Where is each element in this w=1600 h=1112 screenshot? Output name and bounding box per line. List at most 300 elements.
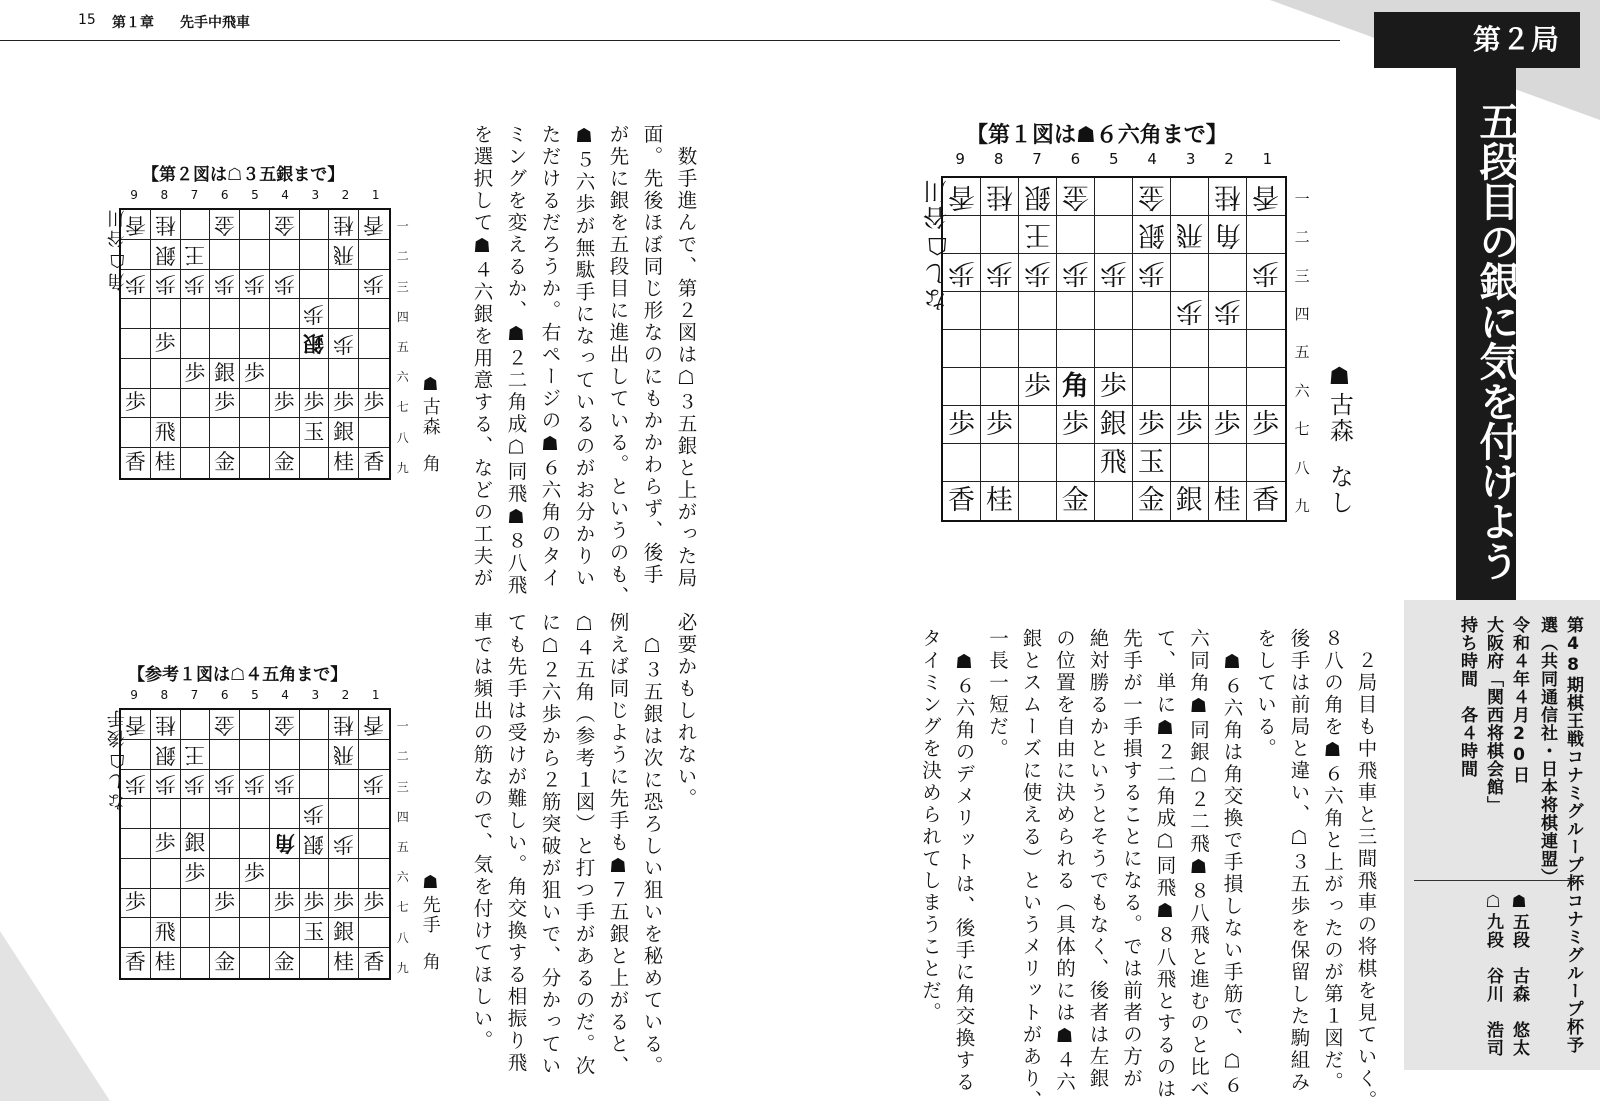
figure-caption: 【参考１図は☖４五角まで】 <box>128 665 348 685</box>
page-number: 15 <box>78 12 96 28</box>
gote-player-block <box>898 178 977 318</box>
gote-info <box>88 708 147 819</box>
board-piece <box>329 829 359 859</box>
board-piece <box>121 448 151 478</box>
piece-glyph: 金 <box>214 712 236 737</box>
piece-glyph: 歩 <box>214 390 236 415</box>
board-piece <box>359 389 389 419</box>
board-square <box>300 770 330 800</box>
piece-glyph: 金 <box>1137 180 1165 212</box>
board-piece <box>329 418 359 448</box>
game-info-panel <box>1404 600 1600 1070</box>
corner-decoration-bottom-left <box>0 931 110 1101</box>
rank-label: 三 <box>1294 266 1310 285</box>
rank-label: 九 <box>396 460 409 475</box>
board-piece <box>300 418 330 448</box>
piece-glyph: 角 <box>1061 370 1089 402</box>
board-square <box>121 329 151 359</box>
board-square <box>359 918 389 948</box>
board-piece <box>1171 292 1209 330</box>
board-piece <box>270 448 300 478</box>
piece-glyph: 歩 <box>273 772 295 797</box>
board-square <box>270 418 300 448</box>
piece-glyph: 金 <box>1061 180 1089 212</box>
board-square <box>151 389 181 419</box>
board-square <box>329 299 359 329</box>
piece-glyph: 飛 <box>154 920 176 945</box>
figure-caption: 【第２図は☖３五銀まで】 <box>142 165 345 185</box>
board-piece <box>1171 216 1209 254</box>
board-piece <box>359 710 389 740</box>
board-piece <box>300 799 330 829</box>
board-piece <box>1133 406 1171 444</box>
board-piece <box>151 918 181 948</box>
board-piece <box>1057 406 1095 444</box>
rank-label: 五 <box>1294 343 1310 362</box>
board-square <box>240 448 270 478</box>
board-piece <box>1057 482 1095 520</box>
board-piece <box>981 254 1019 292</box>
board-square <box>1247 368 1285 406</box>
piece-glyph: 香 <box>363 212 385 237</box>
board-square <box>240 240 270 270</box>
rank-label: 四 <box>396 309 409 324</box>
rank-label: 三 <box>396 779 409 794</box>
piece-glyph: 銀 <box>333 420 355 445</box>
piece-glyph: 歩 <box>273 390 295 415</box>
piece-glyph: 歩 <box>124 272 146 297</box>
board-piece <box>1247 406 1285 444</box>
file-label: 2 <box>1224 150 1234 168</box>
piece-glyph: 飛 <box>333 742 355 767</box>
gote-hand: 角 <box>106 271 128 291</box>
piece-glyph: 飛 <box>1099 446 1127 478</box>
piece-glyph: 王 <box>1023 218 1051 250</box>
piece-glyph: 歩 <box>1175 408 1203 440</box>
body-text-column: をしている。 <box>1254 628 1277 760</box>
board-square <box>943 368 981 406</box>
board-piece <box>300 329 330 359</box>
file-label: 7 <box>1032 150 1042 168</box>
piece-glyph: 歩 <box>184 360 206 385</box>
board-square <box>1209 368 1247 406</box>
body-text-column: 銀とスムーズに使える）というメリットがあり、 <box>1019 628 1043 1112</box>
board-square <box>1171 444 1209 482</box>
board-piece <box>1057 178 1095 216</box>
body-text-column: 必要かもしれない。 <box>674 612 698 810</box>
piece-glyph: 歩 <box>1213 408 1241 440</box>
board-piece <box>121 948 151 978</box>
board-piece <box>359 270 389 300</box>
piece-glyph: 銀 <box>1175 485 1203 517</box>
board-square <box>359 299 389 329</box>
gote-player: ☖谷川 <box>923 178 952 260</box>
piece-glyph: 角 <box>1213 218 1241 250</box>
board-square <box>300 270 330 300</box>
board-square <box>270 859 300 889</box>
gote-player: ☖後手 <box>106 708 128 771</box>
board-piece <box>359 448 389 478</box>
rank-label: 八 <box>396 930 409 945</box>
piece-glyph: 銀 <box>1137 218 1165 250</box>
board-square <box>359 329 389 359</box>
board-square <box>151 889 181 919</box>
board-piece <box>1247 178 1285 216</box>
board-square <box>359 859 389 889</box>
rank-label: 一 <box>396 719 409 734</box>
game-info-line: 持ち時間 各４時間 <box>1457 616 1477 778</box>
body-text-column: ☖３五銀は次に恐ろしい狙いを秘めている。 <box>640 612 664 1078</box>
board-piece <box>270 948 300 978</box>
piece-glyph: 歩 <box>985 256 1013 288</box>
piece-glyph: 香 <box>1252 485 1280 517</box>
board-piece <box>151 329 181 359</box>
board-square <box>943 330 981 368</box>
board-piece <box>181 240 211 270</box>
board-square <box>1247 292 1285 330</box>
board-square <box>359 240 389 270</box>
piece-glyph: 桂 <box>333 212 355 237</box>
piece-glyph: 銀 <box>303 831 325 856</box>
board-square <box>1019 406 1057 444</box>
piece-glyph: 歩 <box>1099 370 1127 402</box>
board-piece <box>1171 482 1209 520</box>
file-label: 3 <box>1185 150 1196 168</box>
piece-glyph: 歩 <box>333 831 355 856</box>
board-piece <box>981 406 1019 444</box>
board-square <box>1171 254 1209 292</box>
board-square <box>270 740 300 770</box>
board-piece <box>359 889 389 919</box>
body-text-column: ミングを変えるか、☗２二角成☖同飛☗８八飛 <box>504 124 528 597</box>
game-info-line: 令和４年４月20日 <box>1509 616 1529 784</box>
piece-glyph: 桂 <box>1213 485 1241 517</box>
board-piece <box>943 482 981 520</box>
board-piece <box>329 389 359 419</box>
file-label: 6 <box>1070 150 1081 168</box>
piece-glyph: 香 <box>947 180 975 212</box>
board-square <box>181 329 211 359</box>
piece-glyph: 王 <box>184 242 206 267</box>
piece-glyph: 歩 <box>303 302 325 327</box>
board-piece <box>1019 368 1057 406</box>
rank-label: 八 <box>396 430 409 445</box>
board-square <box>1133 330 1171 368</box>
board-piece <box>329 740 359 770</box>
piece-glyph: 歩 <box>184 272 206 297</box>
board-piece <box>943 406 981 444</box>
gote-player-block <box>88 708 147 819</box>
board-square <box>121 829 151 859</box>
piece-glyph: 香 <box>124 212 146 237</box>
sente-hand: 角 <box>419 952 441 972</box>
board-square <box>240 889 270 919</box>
body-text-column: ☗６六角は角交換で手損しない手筋で、☖６ <box>1220 628 1244 1097</box>
board-piece <box>329 948 359 978</box>
shogi-board <box>119 708 391 980</box>
piece-glyph: 歩 <box>1252 256 1280 288</box>
board-square <box>981 368 1019 406</box>
board-square <box>210 329 240 359</box>
board-square <box>210 418 240 448</box>
board-square <box>240 329 270 359</box>
piece-glyph: 歩 <box>985 408 1013 440</box>
board-square <box>1247 330 1285 368</box>
piece-glyph: 桂 <box>154 712 176 737</box>
board-square <box>1019 482 1057 520</box>
board-piece <box>240 359 270 389</box>
board-square <box>359 799 389 829</box>
rank-label: 四 <box>396 809 409 824</box>
piece-glyph: 歩 <box>1252 408 1280 440</box>
piece-glyph: 銀 <box>214 360 236 385</box>
rank-label: 六 <box>396 370 409 385</box>
piece-glyph: 歩 <box>243 860 265 885</box>
body-text-column: て、単に☗２二角成☖同飛☗８八飛とするのは <box>1153 628 1177 1101</box>
piece-glyph: 歩 <box>184 860 206 885</box>
piece-glyph: 香 <box>363 712 385 737</box>
board-square <box>270 359 300 389</box>
body-text-column: ても先手は受けが難しい。角交換する相振り飛 <box>504 612 528 1074</box>
piece-glyph: 歩 <box>333 390 355 415</box>
board-piece <box>210 389 240 419</box>
piece-glyph: 歩 <box>303 802 325 827</box>
board-square <box>329 799 359 829</box>
board-square <box>1095 292 1133 330</box>
file-label: 3 <box>311 188 320 202</box>
gote-player-info: ☖九段 谷川 浩司 <box>1483 892 1503 1057</box>
piece-glyph: 桂 <box>985 180 1013 212</box>
piece-glyph: 歩 <box>1137 256 1165 288</box>
rank-label: 一 <box>1294 189 1310 208</box>
board-square <box>240 799 270 829</box>
piece-glyph: 歩 <box>363 772 385 797</box>
shogi-board <box>119 208 391 480</box>
board-piece <box>240 859 270 889</box>
board-square <box>359 829 389 859</box>
file-label: 2 <box>341 188 350 202</box>
file-label: 9 <box>130 188 138 202</box>
chapter-number: 第１章 <box>112 15 154 31</box>
piece-glyph: 歩 <box>243 772 265 797</box>
body-text-column: 一長一短だ。 <box>986 628 1009 760</box>
piece-glyph: 歩 <box>363 390 385 415</box>
rank-label: 三 <box>396 279 409 294</box>
piece-glyph: 歩 <box>1023 370 1051 402</box>
file-label: 8 <box>993 150 1004 168</box>
board-square <box>181 299 211 329</box>
board-square <box>1019 444 1057 482</box>
board-piece <box>359 948 389 978</box>
board-piece <box>181 770 211 800</box>
board-square <box>1095 330 1133 368</box>
body-text-column: タイミングを決められてしまうことだ。 <box>919 628 942 1024</box>
sente-hand: なし <box>1325 464 1354 516</box>
piece-glyph: 歩 <box>1023 256 1051 288</box>
file-label: 8 <box>160 188 169 202</box>
file-label: 6 <box>220 688 229 702</box>
piece-glyph: 銀 <box>1099 408 1127 440</box>
board-square <box>151 859 181 889</box>
piece-glyph: 金 <box>214 950 236 975</box>
board-piece <box>1095 368 1133 406</box>
gote-hand: なし <box>106 771 128 811</box>
board-piece <box>1133 444 1171 482</box>
piece-glyph: 歩 <box>214 890 236 915</box>
board-piece <box>240 770 270 800</box>
board-piece <box>270 889 300 919</box>
board-square <box>240 918 270 948</box>
board-square <box>181 210 211 240</box>
board-piece <box>181 359 211 389</box>
piece-glyph: 歩 <box>1061 256 1089 288</box>
board-square <box>1095 482 1133 520</box>
board-square <box>151 359 181 389</box>
board-piece <box>151 770 181 800</box>
piece-glyph: 桂 <box>333 450 355 475</box>
board-piece <box>981 482 1019 520</box>
board-piece <box>300 299 330 329</box>
board-square <box>270 918 300 948</box>
board-square <box>121 359 151 389</box>
board-piece <box>210 359 240 389</box>
board-piece <box>300 389 330 419</box>
piece-glyph: 歩 <box>154 772 176 797</box>
board-square <box>1057 330 1095 368</box>
piece-glyph: 桂 <box>154 212 176 237</box>
piece-glyph: 王 <box>184 742 206 767</box>
board-piece <box>1057 254 1095 292</box>
board-square <box>981 292 1019 330</box>
board-square <box>1209 254 1247 292</box>
body-text-column: 面。先後ほぼ同じ形なのにもかかわらず、後手 <box>640 124 664 586</box>
board-square <box>359 418 389 448</box>
file-label: 2 <box>341 688 350 702</box>
board-square <box>210 740 240 770</box>
board-piece <box>1095 406 1133 444</box>
piece-glyph: 桂 <box>333 950 355 975</box>
piece-glyph: 銀 <box>154 242 176 267</box>
piece-glyph: 歩 <box>243 360 265 385</box>
file-label: 3 <box>311 688 320 702</box>
board-piece <box>151 829 181 859</box>
piece-glyph: 歩 <box>124 890 146 915</box>
board-piece <box>1019 254 1057 292</box>
board-square <box>300 210 330 240</box>
piece-glyph: 歩 <box>154 272 176 297</box>
sente-player: ☗古森 <box>1325 362 1354 444</box>
body-text-column: に☖２六歩から２筋突破が狙いで、分かってい <box>538 612 562 1078</box>
board-square <box>1209 330 1247 368</box>
body-text-column: 数手進んで、第２図は☖３五銀と上がった局 <box>674 124 698 590</box>
piece-glyph: 桂 <box>1213 180 1241 212</box>
board-square <box>270 299 300 329</box>
board-square <box>359 359 389 389</box>
game-info-line: 第48期棋王戦コナミグループ杯コナミグループ杯予 <box>1563 616 1583 1054</box>
board-square <box>210 859 240 889</box>
board-piece <box>240 270 270 300</box>
board-square <box>981 216 1019 254</box>
piece-glyph: 歩 <box>1213 294 1241 326</box>
sente-hand: 角 <box>419 454 441 474</box>
board-piece <box>981 178 1019 216</box>
board-square <box>329 859 359 889</box>
rank-label: 七 <box>1294 420 1310 439</box>
board-piece <box>151 948 181 978</box>
rank-label: 八 <box>1294 458 1310 477</box>
board-square <box>300 740 330 770</box>
divider <box>1414 880 1584 881</box>
board-square <box>181 710 211 740</box>
body-text-column: 例えば同じように先手も☗７五銀と上がると、 <box>606 612 630 1078</box>
game-info-line: 大阪府「関西将棋会館」 <box>1483 616 1503 814</box>
board-square <box>181 448 211 478</box>
board-square <box>210 240 240 270</box>
piece-glyph: 歩 <box>124 772 146 797</box>
board-piece <box>210 889 240 919</box>
piece-glyph: 歩 <box>243 272 265 297</box>
board-square <box>1057 444 1095 482</box>
rank-label: 四 <box>1294 304 1310 323</box>
rank-label: 五 <box>396 839 409 854</box>
body-text-column: の位置を自由に決められる（具体的には☗４六 <box>1053 628 1076 1094</box>
board-piece <box>151 240 181 270</box>
board-piece <box>270 829 300 859</box>
board-square <box>240 710 270 740</box>
game-label: 第２局 <box>1374 12 1580 68</box>
piece-glyph: 歩 <box>333 331 355 356</box>
rank-label: 六 <box>1294 381 1310 400</box>
piece-glyph: 香 <box>1252 180 1280 212</box>
board-square <box>1171 330 1209 368</box>
file-label: 1 <box>371 188 380 202</box>
board-piece <box>1247 482 1285 520</box>
body-text-column: ☖４五角（参考１図）と打つ手があるのだ。次 <box>572 612 596 1078</box>
shogi-board <box>941 176 1287 522</box>
board-piece <box>359 770 389 800</box>
board-piece <box>1095 444 1133 482</box>
board-square <box>1057 216 1095 254</box>
board-piece <box>1019 178 1057 216</box>
board-square <box>1019 292 1057 330</box>
board-piece <box>270 210 300 240</box>
board-piece <box>1095 254 1133 292</box>
piece-glyph: 香 <box>124 950 146 975</box>
board-square <box>1171 178 1209 216</box>
piece-glyph: 香 <box>124 450 146 475</box>
board-square <box>121 918 151 948</box>
piece-glyph: 香 <box>363 450 385 475</box>
board-piece <box>1209 406 1247 444</box>
piece-glyph: 銀 <box>303 330 325 356</box>
piece-glyph: 玉 <box>1137 446 1165 478</box>
piece-glyph: 歩 <box>303 890 325 915</box>
file-label: 9 <box>955 150 965 168</box>
file-label: 7 <box>190 688 199 702</box>
board-piece <box>270 389 300 419</box>
board-square <box>240 418 270 448</box>
piece-glyph: 歩 <box>333 890 355 915</box>
piece-glyph: 銀 <box>333 920 355 945</box>
page-header <box>0 0 1340 41</box>
board-square <box>181 889 211 919</box>
board-piece <box>210 770 240 800</box>
piece-glyph: 桂 <box>985 485 1013 517</box>
rank-label: 七 <box>396 900 409 915</box>
piece-glyph: 香 <box>124 712 146 737</box>
file-label: 4 <box>281 188 289 202</box>
body-text-column: ☗６六角のデメリットは、後手に角交換する <box>952 628 976 1094</box>
